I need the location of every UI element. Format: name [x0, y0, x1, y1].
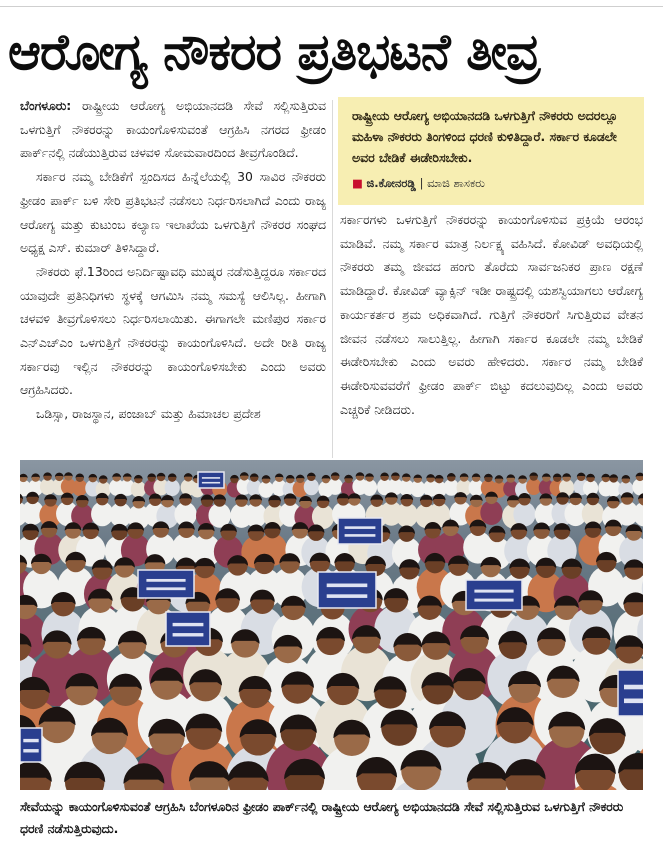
protest-placard [318, 572, 376, 608]
left-paragraph-1-text: ರಾಷ್ಟ್ರೀಯ ಆರೋಗ್ಯ ಅಭಿಯಾನದಡಿ ಸೇವೆ ಸಲ್ಲಿಸುತ್ತಿರುವ ಒಳಗುತ್ತಿಗೆ ನೌಕರರನ್ನು ಕಾಯಂಗೊಳಿಸುವಂತೆ ಆಗ್ರಹಿಸಿ ನಗರದ ಫ್ರೀಡಂ ಪಾರ್ಕ್‌ನಲ್ಲಿ ನಡೆಯುತ್ತಿರುವ ಚಳವಳಿ ಸೋಮವಾರದಿಂದ ತೀವ್ರಗೊಂಡಿದೆ. [20, 98, 326, 161]
attribution-bullet-icon: ■ [352, 176, 363, 190]
placard-text-line [173, 633, 204, 636]
placard-text-line [624, 699, 643, 704]
placard-text-line [202, 477, 220, 479]
protest-crowd-photo [20, 460, 643, 790]
attribution-separator: | [419, 176, 424, 190]
right-paragraph-1: ಸರ್ಕಾರಗಳು ಒಳಗುತ್ತಿಗೆ ನೌಕರರನ್ನು ಕಾಯಂಗೊಳಿಸುವ ಪ್ರಕ್ರಿಯೆ ಆರಂಭ ಮಾಡಿವೆ. ನಮ್ಮ ಸರ್ಕಾರ ಮಾತ್ರ ನಿರ್ಲಕ್ಷ್ಯ ವಹಿಸಿದೆ. ಕೋವಿಡ್ ಅವಧಿಯಲ್ಲಿ ನೌಕರರು ತಮ್ಮ ಜೀವದ ಹಂಗು ತೊರೆದು ಸಾರ್ವಜನಿಕರ ಪ್ರಾಣ ರಕ್ಷಣೆ ಮಾಡಿದ್ದಾರೆ. ಕೋವಿಡ್ ವ್ಯಾಕ್ಸಿನ್ ಇಡೀ ರಾಷ್ಟ್ರದಲ್ಲಿ ಯಶಸ್ವಿಯಾಗಲು ಆರೋಗ್ಯ ಕಾರ್ಯಕರ್ತರ ಶ್ರಮ ಅಧಿಕವಾಗಿದೆ. ಗುತ್ತಿಗೆ ನೌಕರರಿಗೆ ಸಿಗುತ್ತಿರುವ ವೇತನ ಜೀವನ ನಡೆಸಲು ಸಾಲುತ್ತಿಲ್ಲ. ಹೀಗಾಗಿ ಸರ್ಕಾರ ಕೂಡಲೇ ನಮ್ಮ ಬೇಡಿಕೆ ಈಡೇರಿಸಬೇಕು ಎಂದು ಅವರು ಹೇಳಿದರು. ಸರ್ಕಾರ ನಮ್ಮ ಬೇಡಿಕೆ ಈಡೇರಿಸುವವರೆಗೆ ಫ್ರೀಡಂ ಪಾರ್ಕ್ ಬಿಟ್ಟು ಕದಲುವುದಿಲ್ಲ ಎಂದು ಅವರು ಎಚ್ಚರಿಕೆ ನೀಡಿದರು. [340, 212, 643, 417]
left-paragraph-4 [20, 402, 326, 426]
placard-text-line [474, 599, 513, 602]
protest-placard [618, 670, 643, 716]
left-paragraph-3 [20, 260, 326, 402]
placard-text-line [327, 584, 368, 588]
headline: ಆರೋಗ್ಯ ನೌಕರರ ಪ್ರತಿಭಟನೆ ತೀವ್ರ [8, 23, 540, 81]
placard-text-line [327, 594, 368, 598]
placard-text-line [146, 579, 185, 582]
protest-placard [138, 570, 194, 598]
placard-text-line [202, 482, 220, 484]
protest-placard [166, 612, 210, 646]
placard-text-line [23, 739, 38, 742]
photo-caption: ಸೇವೆಯನ್ನು ಕಾಯಂಗೊಳಿಸುವಂತೆ ಆಗ್ರಹಿಸಿ ಬೆಂಗಳೂರಿನ ಫ್ರೀಡಂ ಪಾರ್ಕ್‌ನಲ್ಲಿ ರಾಷ್ಟ್ರೀಯ ಆರೋಗ್ಯ ಅಭಿಯಾನದಡಿ ಸೇವೆ ಸಲ್ಲಿಸುತ್ತಿರುವ ಒಳಗುತ್ತಿಗೆ ನೌಕರರು ಧರಣಿ ನಡೆಸುತ್ತಿರುವುದು. [20, 799, 624, 836]
placard-text-line [345, 534, 376, 537]
column-divider [332, 100, 333, 458]
right-column [340, 208, 643, 458]
left-paragraph-2-text: ಸರ್ಕಾರ ನಮ್ಮ ಬೇಡಿಕೆಗೆ ಸ್ಪಂದಿಸದ ಹಿನ್ನೆಲೆಯಲ್ಲಿ 30 ಸಾವಿರ ನೌಕರರು ಫ್ರೀಡಂ ಪಾರ್ಕ್ ಬಳಿ ಸೇರಿ ಪ್ರತಿಭಟನೆ ನಡೆಸಲು ನಿರ್ಧರಿಸಲಾಗಿದೆ ಎಂದು ರಾಜ್ಯ ಆರೋಗ್ಯ ಮತ್ತು ಕುಟುಂಬ ಕಲ್ಯಾಣ ಇಲಾಖೆಯ ಒಳಗುತ್ತಿಗೆ ನೌಕರರ ಸಂಘದ ಅಧ್ಯಕ್ಷ ಎಸ್. ಕುಮಾರ್ ತಿಳಿಸಿದ್ದಾರೆ. [20, 169, 326, 256]
attribution-role: ಮಾಜಿ ಶಾಸಕರು [427, 176, 485, 190]
placard-text-line [23, 749, 38, 752]
top-rule [0, 0, 663, 7]
crowd-figures [20, 472, 643, 790]
placard-text-line [146, 587, 185, 590]
protest-placard [198, 472, 224, 488]
protest-placard [338, 518, 382, 544]
placard-text-line [624, 685, 643, 690]
left-paragraph-2 [20, 165, 326, 260]
placard-text-line [474, 590, 513, 593]
attribution-name: ಜಿ.ಕೋನರಡ್ಡಿ [366, 176, 416, 190]
quote-box [338, 97, 644, 205]
left-column [20, 94, 326, 464]
protest-photo-illustration [20, 460, 643, 790]
left-paragraph-1 [20, 94, 326, 165]
left-paragraph-3-text: ನೌಕರರು ಫೆ.13ರಿಂದ ಅನಿರ್ದಿಷ್ಟಾವಧಿ ಮುಷ್ಕರ ನಡೆಸುತ್ತಿದ್ದರೂ ಸರ್ಕಾರದ ಯಾವುದೇ ಪ್ರತಿನಿಧಿಗಳು ಸ್ಥಳಕ್ಕೆ ಆಗಮಿಸಿ ನಮ್ಮ ಸಮಸ್ಯೆ ಆಲಿಸಿಲ್ಲ. ಹೀಗಾಗಿ ಚಳವಳಿ ತೀವ್ರಗೊಳಿಸಲು ನಿರ್ಧರಿಸಲಾಯಿತು. ಈಗಾಗಲೇ ಮಣಿಪುರ ಸರ್ಕಾರ ಎನ್ಎಚ್ಎಂ ಒಳಗುತ್ತಿಗೆ ನೌಕರರನ್ನು ಕಾಯಂಗೊಳಿಸಿದೆ. ಅದೇ ರೀತಿ ರಾಜ್ಯ ಸರ್ಕಾರವು ಇಲ್ಲಿನ ನೌಕರರನ್ನು ಕಾಯಂಗೊಳಿಸಬೇಕು ಎಂದು ಅವರು ಆಗ್ರಹಿಸಿದರು. [20, 263, 326, 398]
quote-text: ರಾಷ್ಟ್ರೀಯ ಆರೋಗ್ಯ ಅಭಿಯಾನದಡಿ ಒಳಗುತ್ತಿಗೆ ನೌಕರರು ಅದರಲ್ಲೂ ಮಹಿಳಾ ನೌಕರರು ತಿಂಗಳಿಂದ ಧರಣಿ ಕುಳಿತಿದ್ದಾರೆ. ಸರ್ಕಾರ ಕೂಡಲೇ ಅವರ ಬೇಡಿಕೆ ಈಡೇರಿಸಬೇಕು. [352, 108, 618, 165]
placard-text-line [345, 526, 376, 529]
placard-text-line [173, 623, 204, 626]
dateline: ಬೆಂಗಳೂರು: [20, 98, 72, 113]
protest-placard [20, 728, 42, 762]
quote-attribution [352, 174, 634, 192]
left-paragraph-4-text: ಒಡಿಸ್ಸಾ, ರಾಜಸ್ಥಾನ, ಪಂಜಾಬ್ ಮತ್ತು ಹಿಮಾಚಲ ಪ್ರದೇಶ [36, 406, 261, 422]
protest-placard [466, 580, 522, 610]
